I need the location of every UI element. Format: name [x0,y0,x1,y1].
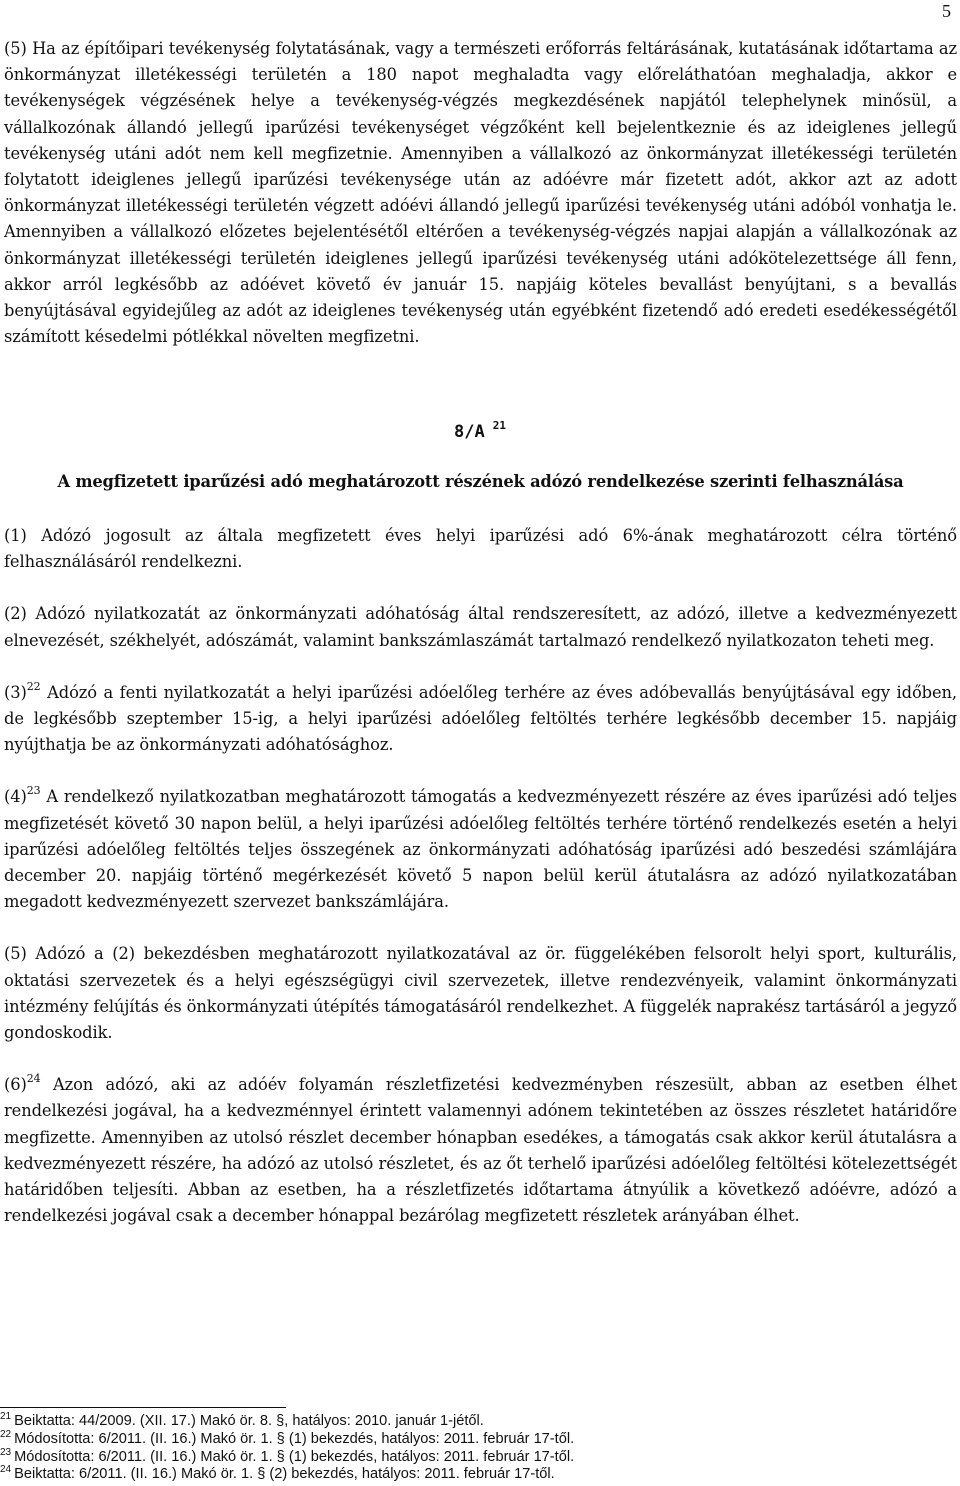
footnote-ref-22: 22 [26,679,41,693]
section-number-label: 8/A [454,422,485,442]
paragraph-4 [4,784,957,915]
paragraph-6-text: Azon adózó, aki az adóév folyamán részletfizetési kedvezményben részesült, abban az esetben élhet rendelkezési jogával, ha a kedvezménnyel érintett valamennyi adónem tekintetében az összes részletet határidőre megfizette. Amennyiben az utolsó részlet december hónapban esedékes, a támogatás csak akkor kerül átutalásra a kedvezményezett részére, ha adózó az utolsó részletet, és az őt terhelő iparűzési adóelőleg feltöltési kötelezettségét határidőben teljesíti. Abban az esetben, ha a részletfizetés időtartama átnyúlik a következő adóévre, adózó a rendelkezési jogával csak a december hónappal bezárólag megfizetett részletek arányában élhet. [4,1075,957,1226]
paragraph-2 [4,601,957,653]
paragraph-6-number: (6) [4,1075,27,1095]
section-body [4,523,957,1255]
paragraph-3 [4,680,957,759]
footnote-22 [0,1428,940,1449]
paragraph-4-text: A rendelkező nyilatkozatban meghatározott támogatás a kedvezményezett részére az éves iparűzési adó teljes megfizetését követő 30 napon belül, a helyi iparűzési adóelőleg feltöltés terhére történő rendelkezés esetén a helyi iparűzési adóelőleg feltöltés teljes összegének az önkormányzati adóhatóság iparűzési adó beszedési számlájára december 20. napjáig történő megérkezését követő 5 napon belül kerül átutalásra az adózó nyilatkozatában megadott kedvezményezett szervezet bankszámlájára. [4,787,957,912]
footnote-24 [0,1466,940,1484]
footnotes [0,1413,940,1484]
paragraph-5-text: (5) Adózó a (2) bekezdésben meghatározott nyilatkozatával az ör. függelékében felsorolt helyi sport, kulturális, oktatási szervezetek és a helyi egészségügyi civil szervezetek, illetve rendezvényeik, valamint önkormányzati intézmény felújítás és önkormányzati útépítés támogatásáról rendelkezhet. A függelék naprakész tartásáról a jegyző gondoskodik. [4,944,957,1043]
footnote-ref-24: 24 [26,1072,41,1086]
paragraph-2-text: (2) Adózó nyilatkozatát az önkormányzati adóhatóság által rendszeresített, az adózó, illetve a kedvezményezett elnevezését, székhelyét, adószámát, valamint bankszámlaszámát tartalmazó rendelkező nyilatkozaton teheti meg. [4,604,957,650]
paragraph-6 [4,1072,957,1229]
footnote-separator [0,1407,286,1408]
paragraph-1-text: (1) Adózó jogosult az általa megfizetett éves helyi iparűzési adó 6%-ának meghatározott célra történő felhasználásáról rendelkezni. [4,526,957,572]
paragraph-3-text: Adózó a fenti nyilatkozatát a helyi iparűzési adóelőleg terhére az éves adóbevallás benyújtásával egy időben, de legkésőbb szeptember 15-ig, a helyi iparűzési adóelőleg feltöltés terhére legkésőbb december 15. napjáig nyújthatja be az önkormányzati adóhatósághoz. [4,682,957,755]
paragraph-3-number: (3) [4,682,27,702]
paragraph-5-previous: (5) Ha az építőipari tevékenység folytatásának, vagy a természeti erőforrás feltárásának, kutatásának időtartama az önkormányzat illetékességi területén a 180 napot meghaladta vagy előreláthatóan meghaladja, akkor e tevékenységek végzésének helye a tevékenység-végzés megkezdésének napjától telephelynek minősül, a vállalkozónak állandó jellegű iparűzési tevékenységet végzőként kell bejelentkeznie és az ideiglenes jellegű tevékenység utáni adót nem kell megfizetnie. Amennyiben a vállalkozó az önkormányzat illetékességi területén folytatott ideiglenes jellegű iparűzési tevékenysége után az adóévre már fizetett adót, akkor azt az adott önkormányzat illetékességi területén végzett adóévi állandó jellegű iparűzési tevékenység utáni adóból vonhatja le. Amennyiben a vállalkozó előzetes bejelentésétől eltérően a tevékenység-végzés napjai alapján a vállalkozónak az önkormányzat illetékességi területén ideiglenes jellegű iparűzési tevékenység utáni adókötelezettsége áll fenn, akkor arról legkésőbb az adóévet követő év január 15. napjáig köteles bevallást benyújtani, s a bevallás benyújtásával egyidejűleg az adót az ideiglenes tevékenység után egyébként fizetendő adó eredeti esedékességétől számított késedelmi pótlékkal növelten megfizetni. [4,39,957,347]
footnote-number: 24 [0,1464,12,1476]
footnote-text: Módosította: 6/2011. (II. 16.) Makó ör. 1. § (1) bekezdés, hatályos: 2011. február 17-től. [14,1430,575,1447]
paragraph-4-number: (4) [4,787,27,807]
footnote-ref-21: 21 [492,419,506,432]
page-number: 5 [942,1,951,21]
footnote-text: Beiktatta: 44/2009. (XII. 17.) Makó ör. 8. §, hatályos: 2010. január 1-jétől. [14,1413,484,1429]
paragraph-5 [4,941,957,1046]
footnote-text: Módosította: 6/2011. (II. 16.) Makó ör. 1. § (1) bekezdés, hatályos: 2011. február 17-től. [14,1448,575,1465]
footnote-23 [0,1446,940,1467]
section-number [0,414,960,444]
previous-section-text [4,36,957,376]
section-title: A megfizetett iparűzési adó meghatározott részének adózó rendelkezése szerinti felhasználása [57,472,904,491]
footnote-number: 21 [0,1411,12,1422]
footnote-number: 23 [0,1446,12,1458]
footnote-number: 22 [0,1428,12,1440]
footnote-text: Beiktatta: 6/2011. (II. 16.) Makó ör. 1. § (2) bekezdés, hatályos: 2011. február 17-től. [14,1466,555,1483]
footnote-ref-23: 23 [26,784,41,798]
paragraph-1 [4,523,957,575]
footnote-21 [0,1413,940,1431]
